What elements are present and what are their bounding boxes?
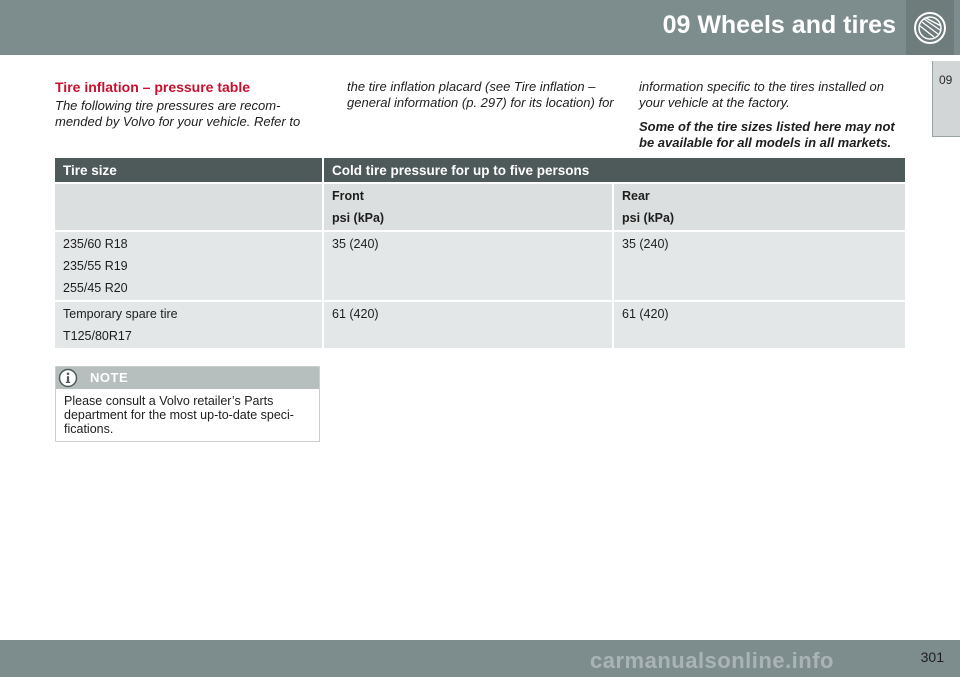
note-box [55,366,320,442]
front-unit: psi (kPa) [332,211,385,225]
page-number: 301 [920,649,944,665]
front-pressure-cell: 35 (240) [324,232,614,300]
info-icon [58,368,78,388]
tire-size-cell [55,302,324,348]
page-header [0,0,960,55]
table-row [55,302,905,350]
note-text: Please consult a Volvo retailer’s Parts department for the most up-to-date speci-fications. [64,394,294,436]
tire-size: 235/60 R18 [63,237,128,251]
rear-pressure-cell: 35 (240) [622,237,669,251]
chapter-title: 09 Wheels and tires [662,11,896,39]
tire-icon [906,0,954,55]
tire-size-cell [55,232,324,300]
intro-text-3: information specific to the tires installed on your vehicle at the factory. [639,79,884,110]
intro-column-1 [55,78,310,130]
subheader-empty [55,184,324,230]
front-label: Front [332,189,364,203]
subheader-front [324,184,614,230]
tire-size: T125/80R17 [63,329,132,343]
intro-column-3 [639,79,909,151]
rear-unit: psi (kPa) [622,211,675,225]
tire-size: 235/55 R19 [63,259,128,273]
rear-label: Rear [622,189,650,203]
note-header [56,367,319,389]
availability-warning: Some of the tire sizes listed here may not be available for all models in all markets. [639,119,895,150]
watermark: carmanualsonline.info [590,648,834,673]
table-header-row [55,158,905,184]
tire-size: Temporary spare tire [63,307,178,321]
rear-pressure-cell: 61 (420) [622,307,669,321]
header-tire-size: Tire size [55,158,324,182]
header-cold-pressure: Cold tire pressure for up to five persons [332,163,590,178]
intro-column-2 [347,79,617,111]
tire-size: 255/45 R20 [63,281,128,295]
section-heading: Tire inflation – pressure table [55,79,251,95]
tire-pressure-table [55,158,905,350]
note-title: NOTE [90,370,129,385]
table-row [55,232,905,302]
intro-text-1: The following tire pressures are recom-mended by Volvo for your vehicle. Refer to [55,98,301,129]
side-tab-label: 09 [939,73,953,87]
subheader-rear [614,184,905,230]
chapter-side-tab[interactable] [932,61,960,137]
table-subheader-row [55,184,905,232]
intro-text-2: the tire inflation placard (see Tire inflation – general information (p. 297) for its location) for [347,79,614,110]
front-pressure-cell: 61 (420) [324,302,614,348]
